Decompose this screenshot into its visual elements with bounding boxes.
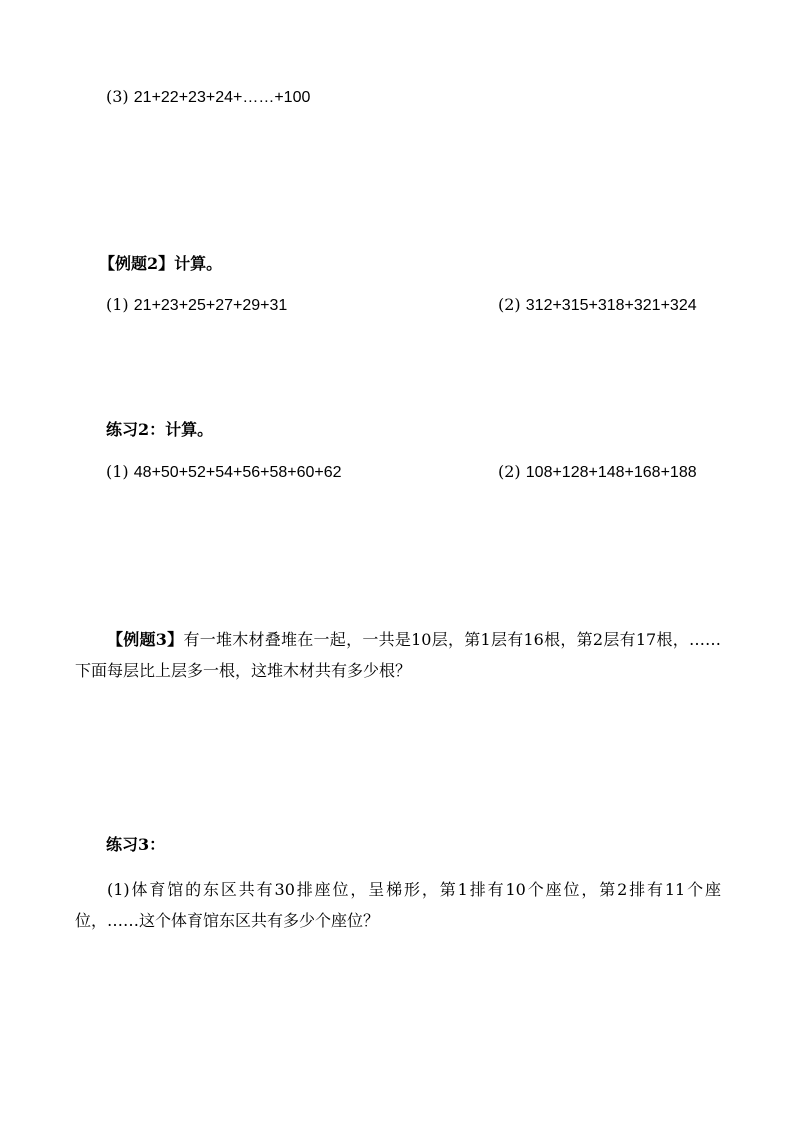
- exercise2-instruction: 计算。: [165, 420, 214, 439]
- exercise2-tag: 练习2：: [106, 420, 166, 439]
- item-expression: 108+128+148+168+188: [525, 464, 697, 481]
- exercise2-item-1: [106, 462, 342, 483]
- example3-tag: 【例题3】: [107, 630, 184, 649]
- example2-item-1: [106, 295, 287, 316]
- item-expression: 21+23+25+27+29+31: [133, 297, 288, 314]
- item-label: (1): [107, 880, 130, 899]
- example2-heading: [99, 254, 222, 274]
- example2-instruction: 计算。: [174, 254, 223, 273]
- item-label: (1): [106, 462, 129, 481]
- intro-problem: [106, 87, 310, 108]
- example2-item-2: [498, 295, 697, 316]
- exercise3-heading: [106, 835, 165, 855]
- example3-paragraph: [75, 624, 721, 686]
- exercise3-tag: 练习3：: [106, 835, 166, 854]
- item-label: (2): [498, 462, 521, 481]
- item-text: 体育馆的东区共有30排座位，呈梯形，第1排有10个座位，第2排有11个座位，……这个体育馆东区共有多少个座位？: [75, 880, 721, 930]
- exercise2-heading: [106, 420, 213, 440]
- item-label: (2): [498, 295, 521, 314]
- item-expression: 48+50+52+54+56+58+60+62: [133, 464, 342, 481]
- problem-label: (3): [106, 87, 129, 106]
- example2-tag: 【例题2】: [99, 254, 175, 273]
- item-expression: 312+315+318+321+324: [525, 297, 697, 314]
- exercise2-item-2: [498, 462, 697, 483]
- example3-text: 有一堆木材叠堆在一起，一共是10层，第1层有16根，第2层有17根，……下面每层比上层多一根，这堆木材共有多少根？: [75, 630, 721, 680]
- problem-expression: 21+22+23+24+……+100: [133, 89, 311, 106]
- exercise3-item-1: [75, 874, 721, 936]
- item-label: (1): [106, 295, 129, 314]
